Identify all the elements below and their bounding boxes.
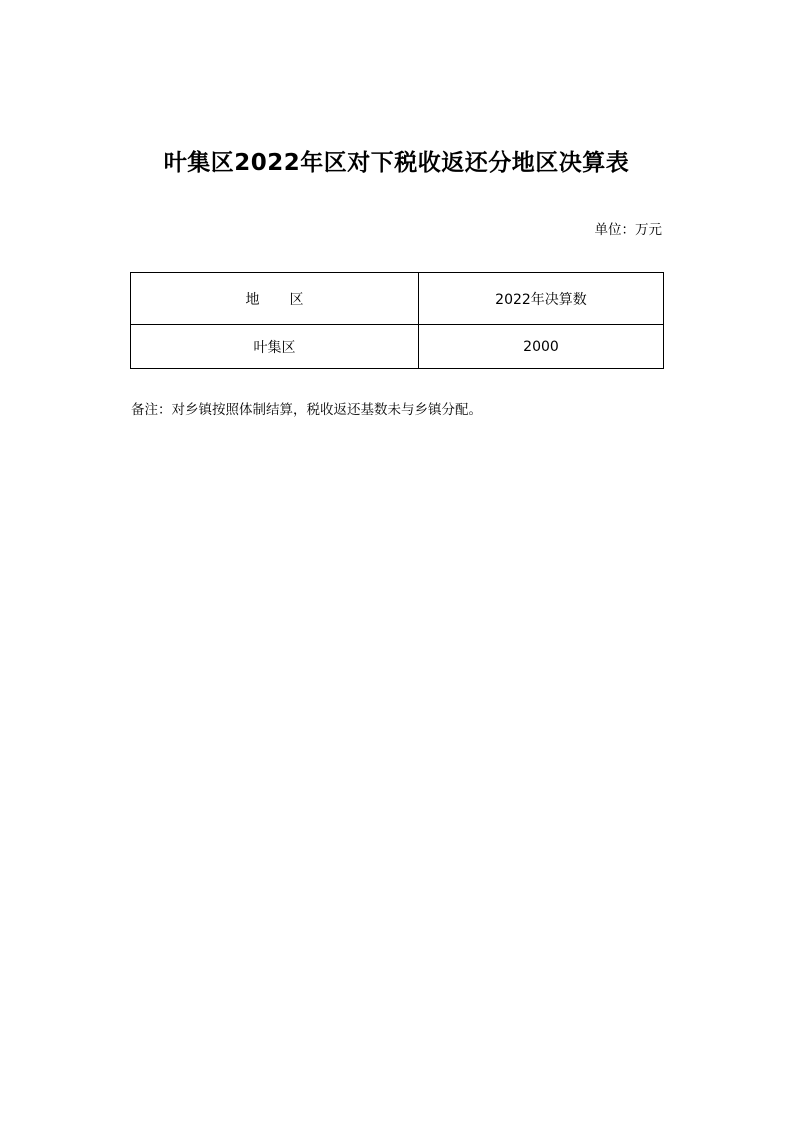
cell-region: 叶集区 <box>131 325 419 369</box>
footnote: 备注：对乡镇按照体制结算，税收返还基数未与乡镇分配。 <box>131 402 482 418</box>
cell-value: 2000 <box>419 325 664 369</box>
table-row <box>131 325 664 369</box>
header-cell-region <box>131 273 419 325</box>
header-cell-value: 2022年决算数 <box>419 273 664 325</box>
table-header-row <box>131 273 664 325</box>
budget-table <box>130 272 664 369</box>
header-region-label: 地区 <box>245 291 334 308</box>
unit-label: 单位：万元 <box>594 222 662 238</box>
page-title: 叶集区2022年区对下税收返还分地区决算表 <box>163 150 630 176</box>
